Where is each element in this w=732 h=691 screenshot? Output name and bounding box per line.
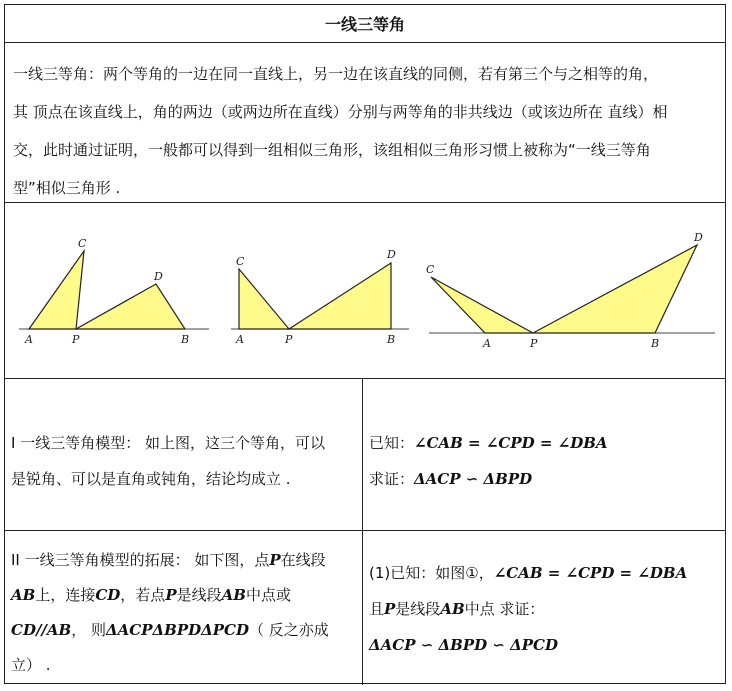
math-cd: CD — [95, 586, 121, 604]
table-title: 一线三等角 — [5, 5, 725, 43]
prove-label: 求证： — [369, 470, 415, 488]
math-p: P — [269, 551, 281, 569]
math-triangles: ΔACPΔBPDΔPCD — [106, 621, 249, 639]
model-two-description — [5, 531, 363, 685]
text: II 一线三等角模型的拓展： 如下图，点 — [11, 551, 270, 569]
label-p: P — [530, 337, 538, 350]
label-p: P — [285, 333, 293, 346]
model-one-line-2: 是锐角、可以是直角或钝角，结论均成立 . — [11, 470, 291, 488]
label-c: C — [78, 237, 87, 250]
triangle-bpd — [76, 284, 185, 329]
figure-acute — [19, 237, 209, 346]
text: 在线段 — [280, 551, 326, 569]
model-two-known — [369, 555, 719, 591]
model-one-line-1: I 一线三等角模型： 如上图，这三个等角，可以 — [11, 434, 325, 452]
triangle-acp — [431, 277, 533, 333]
math-ab: AB — [440, 600, 465, 618]
text: (1)已知：如图①， — [369, 564, 494, 582]
model-two-condition — [369, 591, 719, 627]
model-two-line-2 — [11, 578, 356, 613]
figure-obtuse — [426, 231, 715, 350]
text: 是线段 — [395, 600, 441, 618]
intro-line-1: 一线三等角：两个等角的一边在同一直线上，另一边在该直线的同侧，若有第三个与之相等的角， — [13, 65, 659, 83]
intro-line-3: 交，此时通过证明，一般都可以得到一组相似三角形，该组相似三角形习惯上被称为“一线三等角 — [13, 141, 651, 159]
model-one-proof — [363, 379, 725, 530]
math-ab: AB — [221, 586, 246, 604]
text: 是线段 — [176, 586, 222, 604]
label-b: B — [387, 333, 396, 346]
triangle-acp — [239, 269, 289, 329]
intro-line-2: 其 顶点在该直线上，角的两边（或两边所在直线）分别与两等角的非共线边（或该边所在 直线）相 — [13, 103, 668, 121]
label-c: C — [426, 263, 435, 276]
text: 且 — [369, 600, 385, 618]
label-d: D — [154, 270, 163, 283]
model-one-description — [5, 379, 363, 530]
math-parallel: CD//AB — [11, 621, 72, 639]
triangle-bpd — [289, 263, 391, 329]
label-p: P — [72, 333, 80, 346]
math-p: P — [384, 600, 396, 618]
math-p: P — [165, 586, 177, 604]
math-similar: ΔACP ∽ ΔBPD ∽ ΔPCD — [369, 636, 558, 654]
text: 中点 求证： — [464, 600, 545, 618]
text: 上，连接 — [35, 586, 96, 604]
math-angles: ∠CAB = ∠CPD = ∠DBA — [493, 564, 688, 582]
label-a: A — [236, 333, 244, 346]
prove-math: ΔACP ∽ ΔBPD — [414, 470, 533, 488]
content-table — [4, 4, 726, 684]
model-two-row — [5, 531, 725, 685]
figure-right — [231, 248, 409, 346]
label-a: A — [25, 333, 33, 346]
model-two-line-1 — [11, 543, 356, 578]
label-d: D — [694, 231, 703, 244]
math-ab: AB — [11, 586, 36, 604]
model-one-known — [369, 425, 719, 461]
model-two-prove — [369, 627, 719, 663]
label-b: B — [181, 333, 190, 346]
text: ，若点 — [120, 586, 166, 604]
label-c: C — [236, 255, 245, 268]
figures-svg — [5, 203, 725, 379]
intro-line-4: 型”相似三角形 . — [13, 179, 121, 197]
known-math: ∠CAB = ∠CPD = ∠DBA — [414, 434, 608, 452]
model-two-line-4: 立） . — [11, 656, 51, 674]
triangle-acp — [29, 251, 84, 329]
intro-text — [5, 43, 725, 203]
label-b: B — [651, 337, 660, 350]
label-d: D — [387, 248, 396, 261]
text: （ 反之亦成 — [248, 621, 329, 639]
text: 中点或 — [245, 586, 291, 604]
triangle-bpd — [533, 245, 697, 333]
model-one-row — [5, 379, 725, 531]
model-two-proof — [363, 531, 725, 685]
model-two-line-3 — [11, 613, 356, 648]
figures-row — [5, 203, 725, 379]
text: ， 则 — [71, 621, 107, 639]
label-a: A — [483, 337, 491, 350]
model-one-prove — [369, 461, 719, 497]
known-label: 已知： — [369, 434, 415, 452]
